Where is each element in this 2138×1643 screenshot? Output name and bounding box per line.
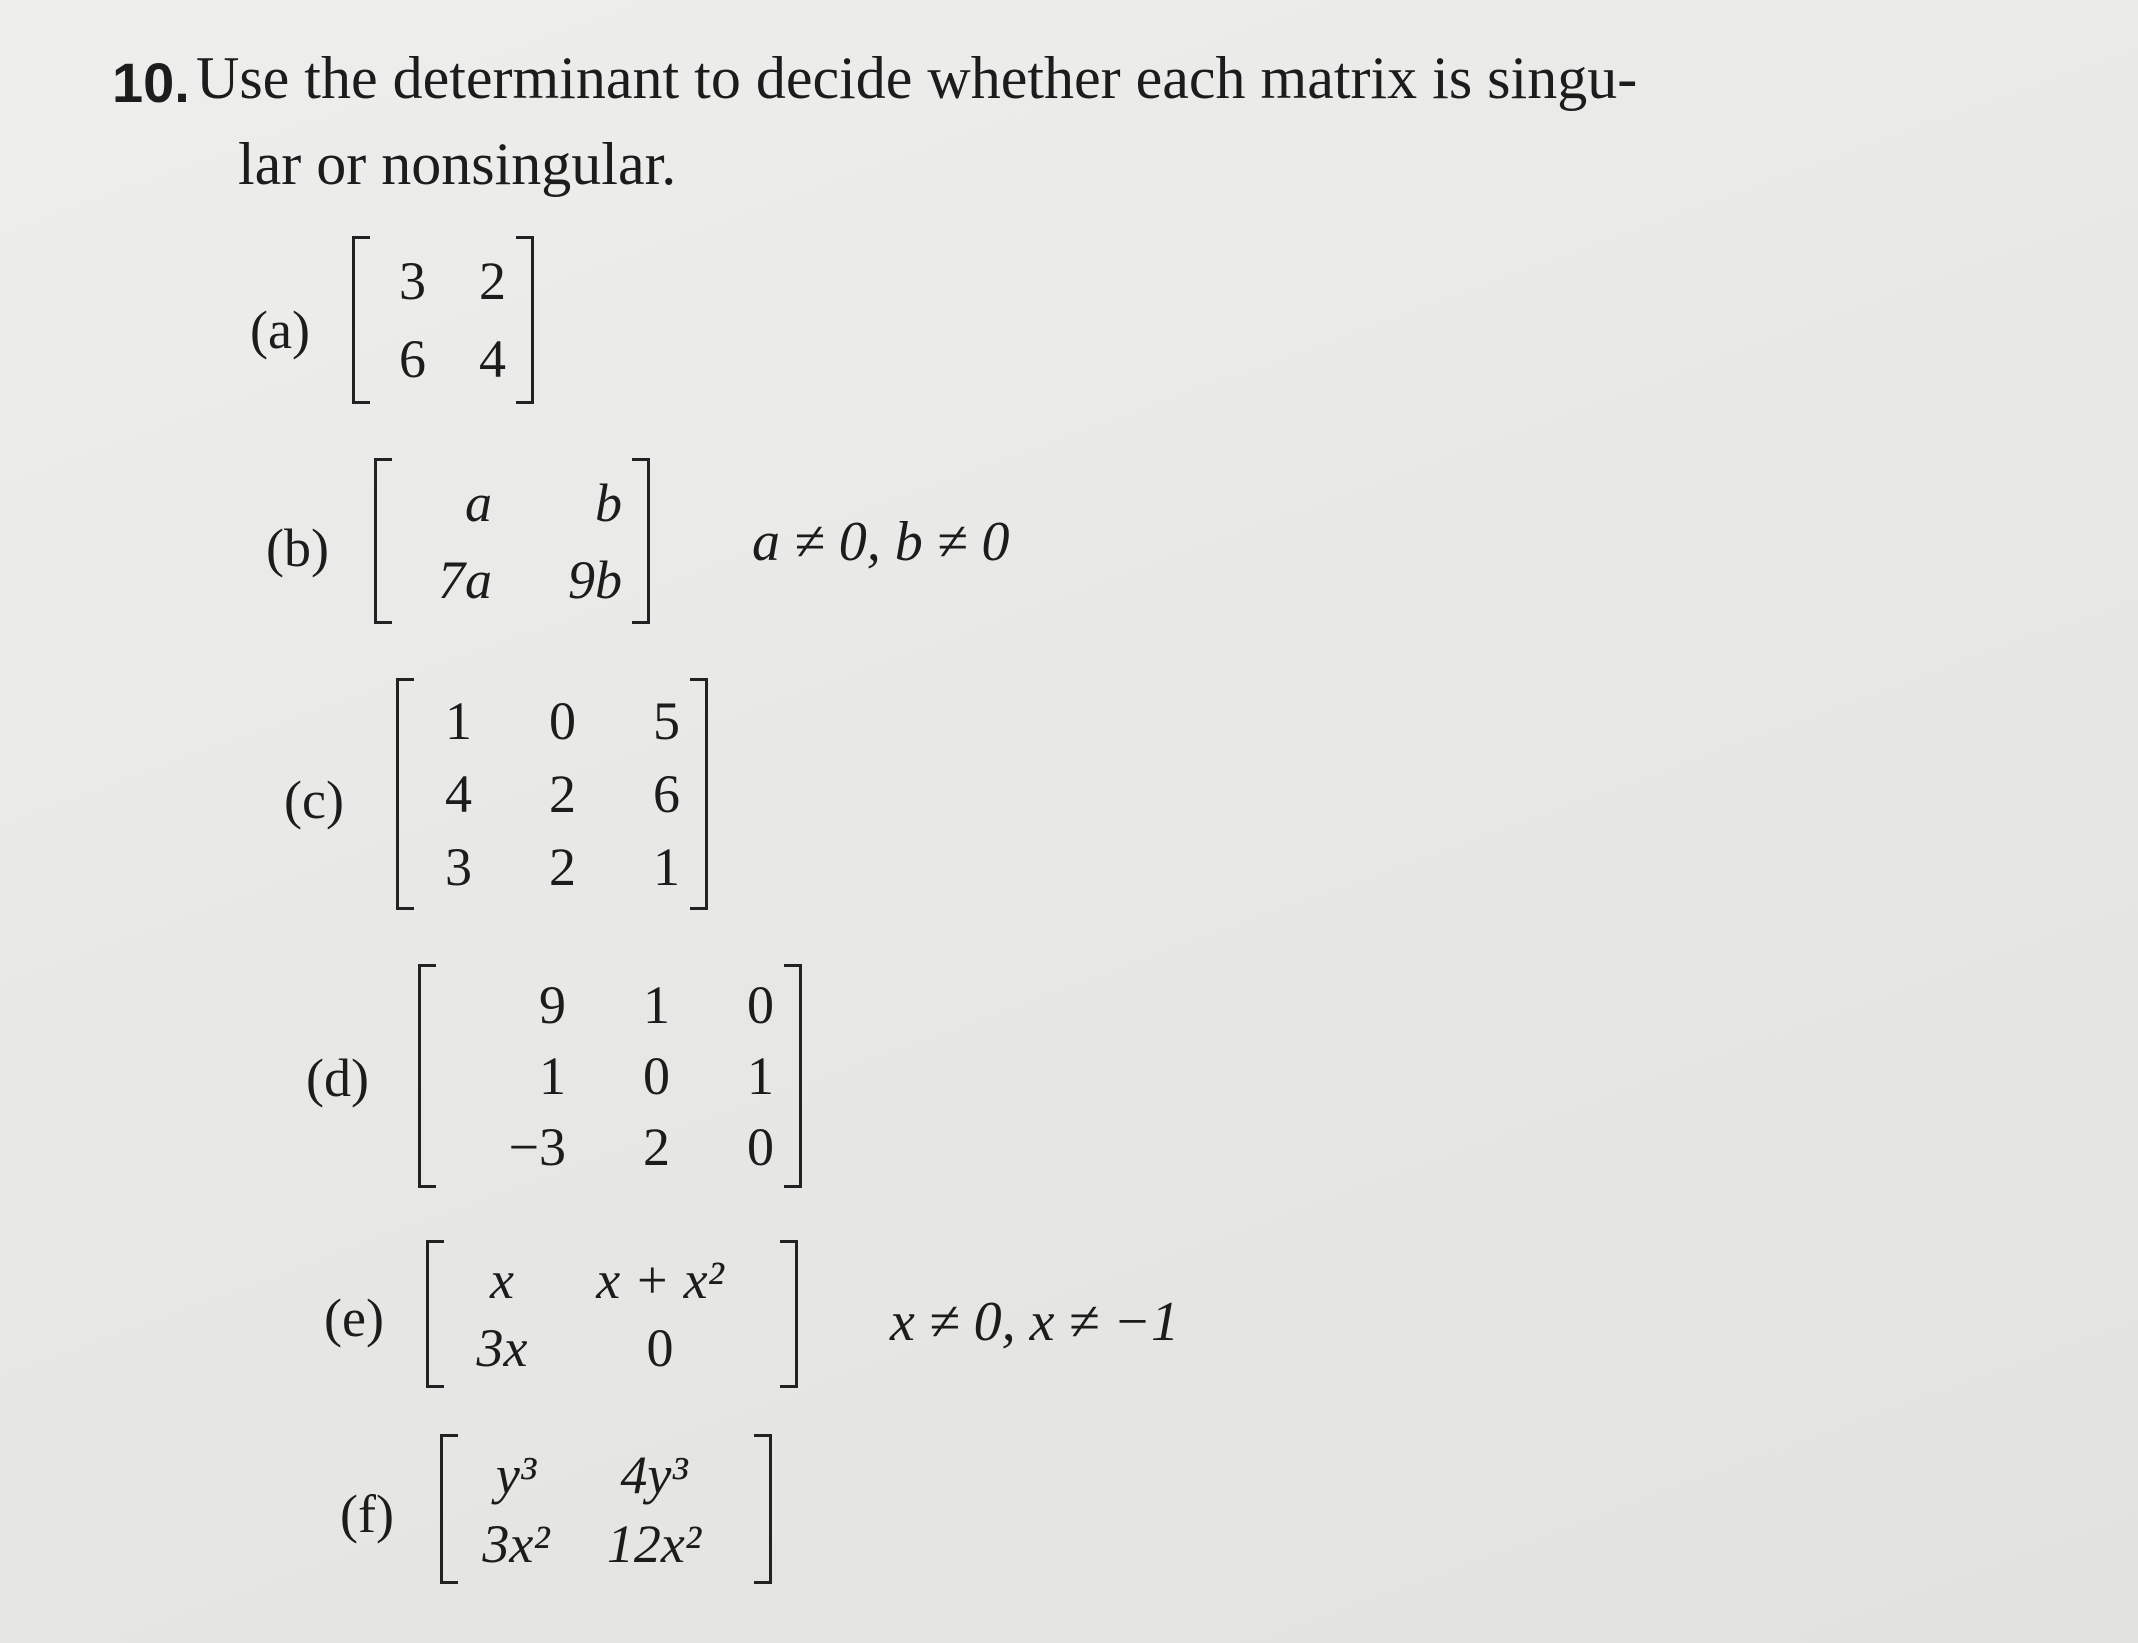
matrix-c-cell-3-3: 1 <box>653 837 680 898</box>
part-d-label: (d) <box>306 1048 369 1108</box>
matrix-c-cell-1-1: 1 <box>445 690 472 751</box>
matrix-a-cell-2-1: 6 <box>399 329 426 389</box>
matrix-c-cell-3-1: 3 <box>445 837 472 898</box>
matrix-b-cell-1-1: a <box>465 472 492 533</box>
matrix-a-left-bracket <box>352 236 370 404</box>
matrix-b-cell-2-2: 9b <box>568 549 622 610</box>
part-e-condition: x ≠ 0, x ≠ −1 <box>890 1291 1179 1353</box>
matrix-d-cell-1-2: 1 <box>643 975 670 1036</box>
matrix-e-cell-2-2: 0 <box>646 1318 674 1378</box>
matrix-f-cell-1-2: 4y³ <box>620 1444 688 1505</box>
matrix-d-cell-2-2: 0 <box>643 1045 670 1106</box>
part-c-label: (c) <box>284 770 344 830</box>
matrix-d-cell-2-3: 1 <box>747 1045 774 1106</box>
matrix-b-cell-2-1: 7a <box>438 549 492 610</box>
matrix-c-cell-1-2: 0 <box>549 690 576 751</box>
matrix-c-cell-3-2: 2 <box>549 837 576 898</box>
matrix-d-cell-3-3: 0 <box>747 1116 774 1177</box>
matrix-c-cell-2-2: 2 <box>549 763 576 824</box>
matrix-a <box>352 236 534 404</box>
matrix-f <box>440 1434 772 1584</box>
problem-statement-line-1: Use the determinant to decide whether each matrix is singu- <box>196 45 1638 111</box>
matrix-e-cell-1-2: x + x² <box>596 1250 724 1310</box>
matrix-e <box>426 1240 798 1388</box>
part-f-label: (f) <box>340 1484 394 1544</box>
matrix-f-cell-2-2: 12x² <box>606 1513 702 1574</box>
matrix-c-right-bracket <box>690 678 708 910</box>
matrix-d-cell-1-3: 0 <box>747 975 774 1036</box>
matrix-c-cell-2-1: 4 <box>445 763 472 824</box>
matrix-b <box>374 458 650 624</box>
problem-number: 10. <box>112 51 190 114</box>
problem-statement-line-2: lar or nonsingular. <box>238 131 677 197</box>
matrix-d-cell-1-1: 9 <box>539 975 566 1036</box>
part-b-label: (b) <box>266 518 329 578</box>
matrix-d-cell-2-1: 1 <box>539 1045 566 1106</box>
matrix-c-cell-1-3: 5 <box>653 690 680 751</box>
matrix-c <box>396 678 708 910</box>
part-a-label: (a) <box>250 300 310 360</box>
matrix-c-left-bracket <box>396 678 414 910</box>
matrix-e-left-bracket <box>426 1240 444 1388</box>
matrix-a-cell-1-2: 2 <box>479 251 506 311</box>
matrix-d-left-bracket <box>418 964 436 1188</box>
matrix-c-cell-2-3: 6 <box>653 763 680 824</box>
matrix-d-cell-3-1: −3 <box>508 1116 566 1177</box>
matrix-b-right-bracket <box>632 458 650 624</box>
matrix-a-right-bracket <box>516 236 534 404</box>
matrix-e-right-bracket <box>780 1240 798 1388</box>
matrix-e-cell-1-1: x <box>490 1250 514 1310</box>
part-e-label: (e) <box>324 1288 384 1348</box>
matrix-d <box>418 964 802 1188</box>
matrix-b-cell-1-2: b <box>595 472 622 533</box>
matrix-f-left-bracket <box>440 1434 458 1584</box>
matrix-f-cell-2-1: 3x² <box>482 1513 550 1574</box>
matrix-b-left-bracket <box>374 458 392 624</box>
matrix-d-cell-3-2: 2 <box>643 1116 670 1177</box>
matrix-f-right-bracket <box>754 1434 772 1584</box>
matrix-d-right-bracket <box>784 964 802 1188</box>
matrix-a-cell-2-2: 4 <box>479 329 506 389</box>
part-b-condition: a ≠ 0, b ≠ 0 <box>752 511 1010 573</box>
matrix-e-cell-2-1: 3x <box>476 1318 528 1378</box>
matrix-a-cell-1-1: 3 <box>399 251 426 311</box>
matrix-f-cell-1-1: y³ <box>495 1444 537 1505</box>
